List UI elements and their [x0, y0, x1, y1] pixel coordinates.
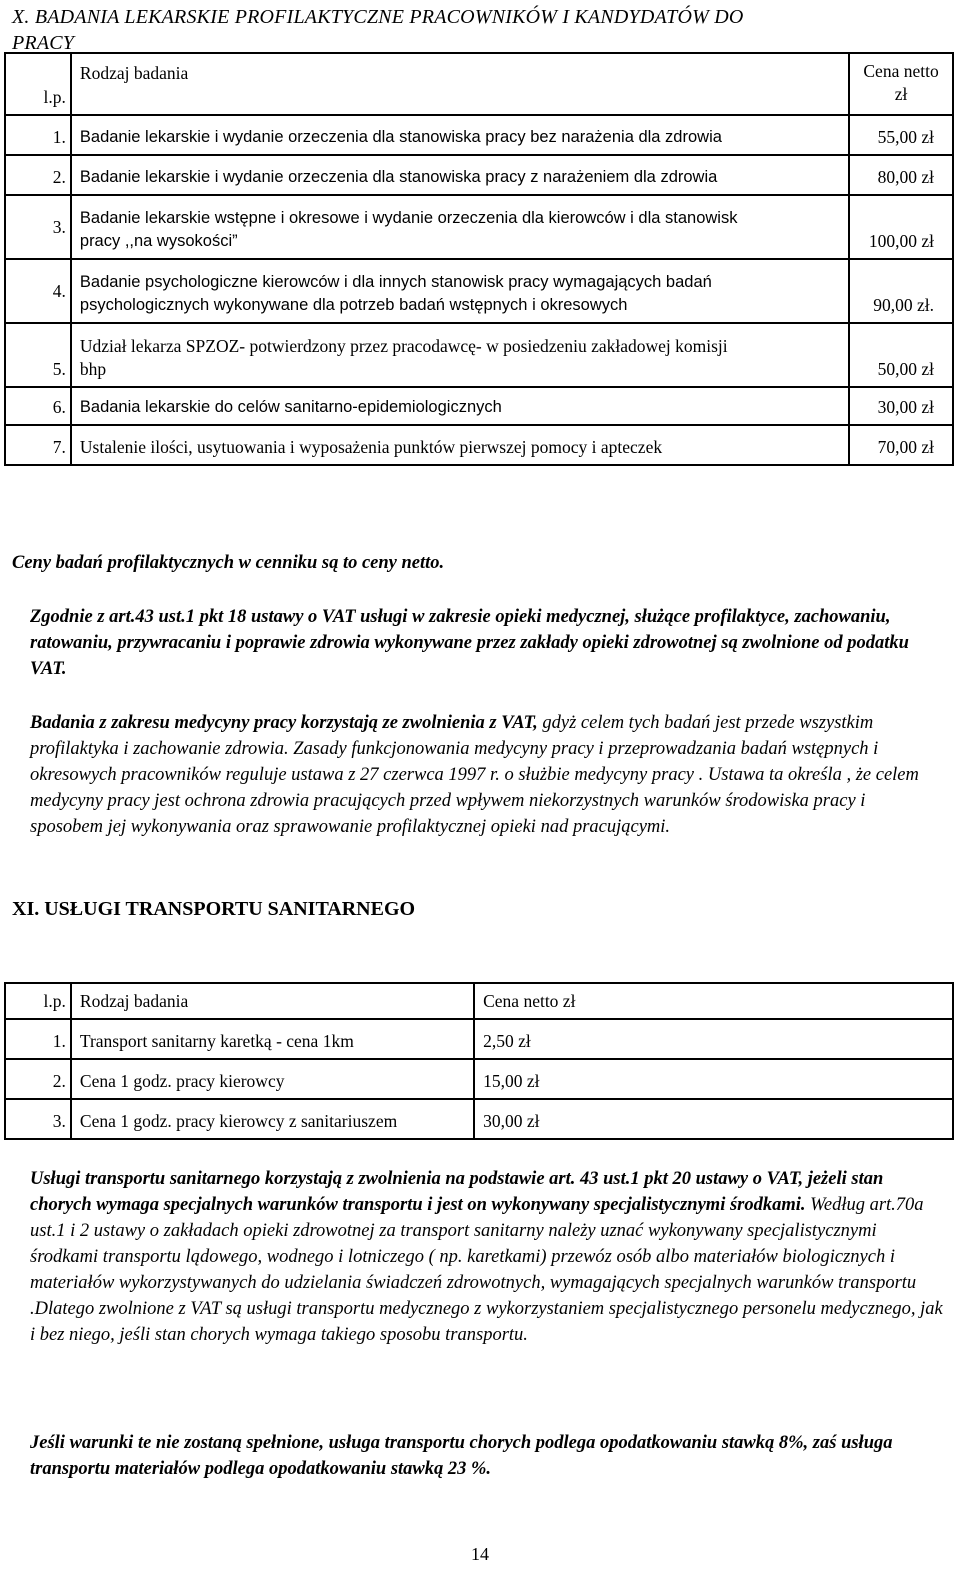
row-lp: 1. [5, 1019, 71, 1059]
row-price: 55,00 zł [849, 115, 953, 155]
row-price: 50,00 zł [849, 323, 953, 387]
section-11-title: XI. USŁUGI TRANSPORTU SANITARNEGO [12, 898, 416, 920]
price-table-transport [4, 982, 954, 1140]
row-price: 15,00 zł [474, 1059, 953, 1099]
note-transport-vat-rates: Jeśli warunki te nie zostaną spełnione, usługa transportu chorych podlega opodatkowaniu stawką 8%, zaś usługa transportu materiałów podlega opodatkowaniu stawką 23 %. [30, 1433, 893, 1479]
row-lp: 5. [5, 323, 71, 387]
row-price: 90,00 zł. [849, 259, 953, 323]
row-name [71, 259, 849, 323]
note-transport-vat [30, 1166, 944, 1348]
note-vat-exemption: Zgodnie z art.43 ust.1 pkt 18 ustawy o VAT usługi w zakresie opieki medycznej, służące profilaktyce, zachowaniu, ratowaniu, przywracaniu i poprawie zdrowia wykonywane przez zakłady opieki zdrowotnej są zwolnione od podatku VAT. [30, 607, 909, 679]
row-price: 70,00 zł [849, 425, 953, 465]
row-name-line1: Udział lekarza SPZOZ- potwierdzony przez pracodawcę- w posiedzeniu zakładowej komisji [79, 336, 728, 356]
header-lp: l.p. [5, 983, 71, 1019]
table-row [5, 1019, 953, 1059]
header-price-line1: Cena netto [863, 61, 939, 81]
header-price [849, 53, 953, 115]
table-row [5, 387, 953, 425]
price-table-medical-exams [4, 52, 954, 466]
row-name: Badanie lekarskie i wydanie orzeczenia dla stanowiska pracy z narażeniem dla zdrowia [71, 155, 849, 195]
header-price-line2: zł [894, 84, 908, 104]
row-price: 100,00 zł [849, 195, 953, 259]
section-10-title [12, 4, 952, 56]
note-occupational-medicine-text: gdyż celem tych badań jest przede wszystkim profilaktyka i zachowanie zdrowia. Zasady funkcjonowania medycyny pracy i przeprowadzania badań wstępnych i okresowych pracowników reguluje ustawa z 27 czerwca 1997 r. o służbie medycyny pracy . Ustawa ta określa , że celem medycyny pracy jest ochrona zdrowia pracujących przed wpływem niekorzystnych warunków środowiska pracy i sposobem jej wykonywania oraz sprawowanie profilaktycznej opieki nad pracującymi. [30, 713, 919, 837]
row-name-line2: bhp [79, 359, 107, 379]
row-price: 30,00 zł [474, 1099, 953, 1139]
row-lp: 6. [5, 387, 71, 425]
row-name: Transport sanitarny karetką - cena 1km [71, 1019, 474, 1059]
header-lp: l.p. [5, 53, 71, 115]
row-lp: 3. [5, 195, 71, 259]
section-10-title-line1: X. BADANIA LEKARSKIE PROFILAKTYCZNE PRACOWNIKÓW I KANDYDATÓW DO [12, 6, 744, 28]
note-occupational-medicine [30, 710, 942, 840]
header-price: Cena netto zł [474, 983, 953, 1019]
row-lp: 4. [5, 259, 71, 323]
note-transport-vat-bold: Usługi transportu sanitarnego korzystają z zwolnienia na podstawie art. 43 ust.1 pkt 20 ustawy o VAT, jeżeli stan chorych wymaga specjalnych warunków transportu i jest on wykonywany specjalistycznymi środkami. [30, 1169, 884, 1215]
row-name: Badania lekarskie do celów sanitarno-epidemiologicznych [71, 387, 849, 425]
note-net-prices: Ceny badań profilaktycznych w cenniku są to ceny netto. [12, 553, 445, 573]
table-row [5, 1059, 953, 1099]
row-lp: 3. [5, 1099, 71, 1139]
row-name: Cena 1 godz. pracy kierowcy z sanitariuszem [71, 1099, 474, 1139]
header-name: Rodzaj badania [71, 53, 849, 115]
table-header-row [5, 53, 953, 115]
row-name [71, 195, 849, 259]
row-name: Cena 1 godz. pracy kierowcy [71, 1059, 474, 1099]
row-name-line1: Badanie lekarskie wstępne i okresowe i wydanie orzeczenia dla kierowców i dla stanowisk [79, 209, 738, 227]
table-row [5, 323, 953, 387]
row-name-line2: psychologicznych wykonywane dla potrzeb badań wstępnych i okresowych [79, 296, 628, 314]
table-row [5, 155, 953, 195]
page-number: 14 [471, 1544, 489, 1564]
row-lp: 2. [5, 1059, 71, 1099]
table-row [5, 1099, 953, 1139]
row-price: 80,00 zł [849, 155, 953, 195]
row-lp: 2. [5, 155, 71, 195]
row-name: Badanie lekarskie i wydanie orzeczenia dla stanowiska pracy bez narażenia dla zdrowia [71, 115, 849, 155]
table-row [5, 115, 953, 155]
row-lp: 1. [5, 115, 71, 155]
table-row [5, 425, 953, 465]
row-name: Ustalenie ilości, usytuowania i wyposażenia punktów pierwszej pomocy i apteczek [71, 425, 849, 465]
table-row [5, 195, 953, 259]
row-price: 2,50 zł [474, 1019, 953, 1059]
note-occupational-medicine-bold: Badania z zakresu medycyny pracy korzystają ze zwolnienia z VAT, [30, 713, 538, 733]
row-price: 30,00 zł [849, 387, 953, 425]
table-row [5, 259, 953, 323]
row-name [71, 323, 849, 387]
row-name-line2: pracy ,,na wysokości” [79, 232, 238, 250]
row-name-line1: Badanie psychologiczne kierowców i dla innych stanowisk pracy wymagających badań [79, 273, 712, 291]
header-name: Rodzaj badania [71, 983, 474, 1019]
row-lp: 7. [5, 425, 71, 465]
note-transport-vat-text: Według art.70a ust.1 i 2 ustawy o zakładach opieki zdrowotnej za transport sanitarny należy uznać wykonywany specjalistycznymi środkami transportu lądowego, wodnego i lotniczego ( np. karetkami) przewóz osób albo materiałów biologicznych i materiałów wykorzystywanych do udzielania świadczeń zdrowotnych, wymagających specjalnych warunków transportu .Dlatego zwolnione z VAT są usługi transportu medycznego z wykorzystaniem specjalistycznego personelu medycznego, jak i bez niego, jeśli stan chorych wymaga takiego sposobu transportu. [30, 1195, 943, 1345]
table-header-row [5, 983, 953, 1019]
section-10-title-line2: PRACY [12, 32, 75, 54]
